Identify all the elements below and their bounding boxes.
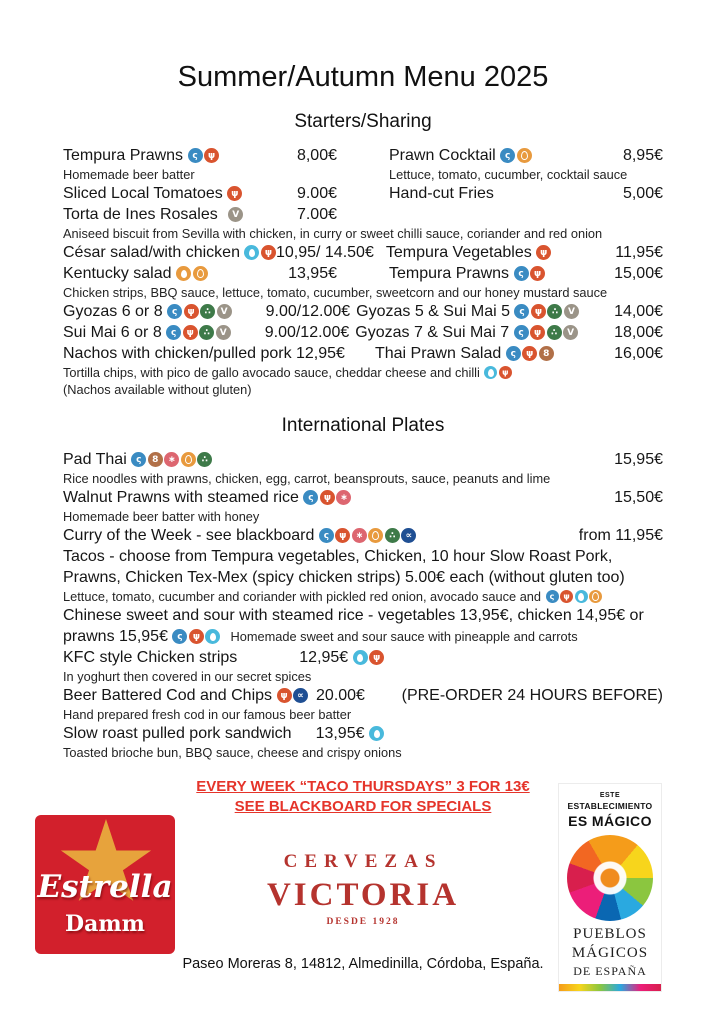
menu-row	[63, 567, 663, 588]
allergen-sesame-icon: ∴	[200, 304, 215, 319]
section-title-international: International Plates	[281, 415, 445, 436]
menu-item-price: 8,95€	[622, 147, 663, 164]
magico-text-este: ESTE	[599, 792, 621, 799]
menu-item-price: 11,95€	[615, 244, 663, 261]
pinwheel-flower-icon	[567, 835, 653, 921]
menu-col-left	[63, 263, 365, 284]
allergen-crustacean-icon: ς	[514, 325, 529, 340]
menu-item-desc: Homemade beer batter with honey	[63, 509, 260, 524]
menu-row	[63, 744, 663, 761]
menu-col-right	[365, 145, 663, 166]
menu-item-name: prawns 15,95€	[63, 628, 168, 645]
menu-item-name: Tempura Prawns	[389, 265, 510, 282]
allergen-sesame-icon: ∴	[547, 304, 562, 319]
menu-item-price: 18,00€	[614, 324, 663, 341]
allergen-sesame-icon: ∴	[547, 325, 562, 340]
menu-item-name: Beer Battered Cod and Chips	[63, 687, 273, 704]
promo-line-2: SEE BLACKBOARD FOR SPECIALS	[234, 798, 492, 815]
drop-outline-glyph	[185, 455, 192, 464]
allergen-gluten-icon: ψ	[536, 245, 551, 260]
allergen-mustard-icon	[193, 266, 208, 281]
menu-row	[63, 508, 663, 525]
menu-row	[63, 626, 663, 647]
allergen-peanut-icon: 8	[539, 346, 554, 361]
allergen-mustard-icon	[589, 590, 602, 603]
allergen-icons	[512, 325, 578, 340]
menu-item-price: 15,50€	[614, 489, 663, 506]
allergen-soy-icon: V	[228, 207, 243, 222]
spacer	[237, 657, 299, 658]
drop-outline-glyph	[592, 592, 599, 601]
allergen-milk-icon	[244, 245, 259, 260]
menu-item-desc: Homemade sweet and sour sauce with pineapple and carrots	[230, 629, 578, 644]
allergen-nuts-icon: ∗	[352, 528, 367, 543]
menu-row	[63, 364, 663, 381]
drop-glyph	[357, 654, 363, 662]
allergen-icons	[499, 148, 532, 163]
menu-row	[63, 685, 663, 706]
allergen-crustacean-icon: ς	[172, 629, 187, 644]
menu-row	[63, 449, 663, 470]
menu-row	[63, 723, 663, 744]
estrella-damm-logo	[35, 815, 175, 954]
menu-item-price: 5,00€	[622, 185, 663, 202]
menu-item-desc: Aniseed biscuit from Sevilla with chicken, in curry or sweet chilli sauce, coriander and red onion	[63, 226, 603, 241]
menu-row	[63, 343, 663, 364]
allergen-milk-icon	[575, 590, 588, 603]
allergen-icons	[186, 148, 219, 163]
drop-glyph	[488, 369, 494, 377]
allergen-crustacean-icon: ς	[131, 452, 146, 467]
menu-row	[63, 647, 663, 668]
menu-item-desc: Homemade beer batter	[63, 167, 195, 182]
promo-line-1: EVERY WEEK “TACO THURSDAYS” 3 FOR 13€	[196, 778, 530, 795]
menu-item-name: Slow roast pulled pork sandwich	[63, 725, 292, 742]
allergen-sesame-icon: ∴	[197, 452, 212, 467]
menu-row	[63, 668, 663, 685]
menu-row	[63, 588, 663, 605]
menu-row	[63, 166, 663, 183]
menu-item-price: 15,00€	[614, 265, 663, 282]
magico-text-de-espana: DE ESPAÑA	[573, 964, 647, 978]
menu-row	[63, 301, 663, 322]
estrella-logo-sub: Damm	[65, 911, 145, 937]
menu-row	[63, 525, 663, 546]
allergen-icons	[243, 245, 276, 260]
menu-item-name: Torta de Ines Rosales	[63, 206, 218, 223]
spacer	[231, 332, 265, 333]
allergen-gluten-icon: ψ	[369, 650, 384, 665]
magico-text-establecimiento: ESTABLECIMIENTO	[567, 801, 653, 811]
allergen-icons	[175, 266, 208, 281]
allergen-sesame-icon: ∴	[385, 528, 400, 543]
menu-col-right	[365, 166, 663, 183]
menu-item-name: Sui Mai 6 or 8	[63, 324, 162, 341]
drop-outline-glyph	[521, 151, 528, 160]
spacer	[220, 636, 230, 637]
footer-address: Paseo Moreras 8, 14812, Almedinilla, Córdoba, España.	[182, 956, 544, 972]
allergen-fish-icon: ∝	[293, 688, 308, 703]
allergen-soy-icon: V	[217, 304, 232, 319]
allergen-icons	[171, 629, 221, 644]
menu-item-name: (PRE-ORDER 24 HOURS BEFORE)	[401, 687, 663, 704]
allergen-gluten-icon: ψ	[530, 325, 545, 340]
menu-item-name: Pad Thai	[63, 451, 127, 468]
spacer	[292, 733, 316, 734]
menu-row	[63, 145, 663, 166]
menu-item-name: Chinese sweet and sour with steamed rice - vegetables 13,95€, chicken 14,95€ or	[63, 607, 644, 624]
menu-row	[63, 487, 663, 508]
section-title-starters: Starters/Sharing	[294, 111, 432, 132]
menu-item-price: from 11,95€	[578, 527, 663, 544]
allergen-gluten-icon: ψ	[184, 304, 199, 319]
menu-col-left	[63, 204, 365, 225]
menu-item-name: César salad/with chicken	[63, 244, 240, 261]
drop-outline-glyph	[372, 531, 379, 540]
victoria-logo-main: VICTORIA	[266, 877, 460, 913]
allergen-gluten-icon: ψ	[183, 325, 198, 340]
allergen-soy-icon: V	[564, 304, 579, 319]
allergen-gluten-icon: ψ	[530, 266, 545, 281]
menu-item-name: Sliced Local Tomatoes	[63, 185, 223, 202]
allergen-sesame-icon: ∴	[199, 325, 214, 340]
menu-item-name: Tempura Vegetables	[385, 244, 532, 261]
menu-row	[63, 225, 663, 242]
allergen-soy-icon: V	[216, 325, 231, 340]
menu-item-name: Curry of the Week - see blackboard	[63, 527, 315, 544]
allergen-icons	[166, 304, 232, 319]
allergen-crustacean-icon: ς	[188, 148, 203, 163]
menu-item-price: 20.00€	[316, 687, 365, 704]
allergen-icons	[544, 590, 602, 603]
menu-row	[63, 263, 663, 284]
menu-item-name: KFC style Chicken strips	[63, 649, 238, 666]
allergen-gluten-icon: ψ	[560, 590, 573, 603]
allergen-gluten-icon: ψ	[204, 148, 219, 163]
menu-item-price: 10,95/ 14.50€	[275, 244, 374, 261]
menu-item-desc: Hand prepared fresh cod in our famous beer batter	[63, 707, 352, 722]
allergen-crustacean-icon: ς	[166, 325, 181, 340]
menu-row	[63, 381, 663, 398]
menu-item-name: Hand-cut Fries	[389, 185, 494, 202]
spacer	[232, 311, 266, 312]
allergen-icons	[351, 650, 384, 665]
allergen-icons	[317, 528, 416, 543]
allergen-nuts-icon: ∗	[164, 452, 179, 467]
menu-item-desc: Lettuce, tomato, cucumber and coriander with pickled red onion, avocado sauce and	[63, 589, 542, 604]
menu-item-price: 15,95€	[614, 451, 663, 468]
allergen-milk-icon	[484, 366, 497, 379]
menu-item-price: 9.00€	[296, 185, 337, 202]
menu-sections	[63, 110, 663, 761]
allergen-mustard-icon	[368, 528, 383, 543]
allergen-crustacean-icon: ς	[319, 528, 334, 543]
allergen-icons	[165, 325, 231, 340]
menu-item-price: 12,95€	[299, 649, 349, 666]
allergen-gluten-icon: ψ	[531, 304, 546, 319]
allergen-crustacean-icon: ς	[514, 304, 529, 319]
allergen-icons	[302, 490, 352, 505]
menu-item-desc: Chicken strips, BBQ sauce, lettuce, tomato, cucumber, sweetcorn and our honey mustard sauce	[63, 285, 608, 300]
menu-item-name: Nachos with chicken/pulled pork 12,95€	[63, 345, 345, 362]
drop-glyph	[578, 593, 584, 601]
menu-col-right	[365, 263, 663, 284]
menu-row	[63, 470, 663, 487]
spacer	[345, 353, 375, 354]
menu-item-price: 9.00/12.00€	[265, 303, 351, 320]
allergen-fish-icon: ∝	[401, 528, 416, 543]
menu-item-desc: (Nachos available without gluten)	[63, 382, 252, 397]
allergen-crustacean-icon: ς	[167, 304, 182, 319]
allergen-milk-icon	[205, 629, 220, 644]
allergen-icons	[512, 266, 545, 281]
spacer	[218, 214, 224, 215]
menu-row	[63, 605, 663, 626]
menu-item-price: 13,95€	[315, 725, 365, 742]
menu-item-name: Tacos - choose from Tempura vegetables, Chicken, 10 hour Slow Roast Pork,	[63, 548, 613, 565]
allergen-icons	[368, 726, 385, 741]
menu-col-left	[63, 145, 365, 166]
magico-text-pueblos: PUEBLOS	[573, 926, 647, 942]
allergen-icons	[504, 346, 554, 361]
allergen-nuts-icon: ∗	[336, 490, 351, 505]
allergen-crustacean-icon: ς	[506, 346, 521, 361]
menu-item-name: Prawns, Chicken Tex-Mex (spicy chicken strips) 5.00€ each (without gluten too)	[63, 569, 625, 586]
menu-item-desc: In yoghurt then covered in our secret spices	[63, 669, 312, 684]
menu-item-name: Thai Prawn Salad	[374, 345, 502, 362]
allergen-gluten-icon: ψ	[227, 186, 242, 201]
menu-item-price: 13,95€	[288, 265, 337, 282]
menu-row	[63, 546, 663, 567]
menu-item-desc: Toasted brioche bun, BBQ sauce, cheese and crispy onions	[63, 745, 402, 760]
allergen-icons	[226, 186, 243, 201]
menu-item-price: 8,00€	[296, 147, 337, 164]
drop-glyph	[210, 633, 216, 641]
menu-item-name: Kentucky salad	[63, 265, 172, 282]
menu-row	[63, 183, 663, 204]
victoria-logo-top: CERVEZAS	[283, 851, 443, 872]
allergen-peanut-icon: 8	[148, 452, 163, 467]
allergen-mustard-icon	[181, 452, 196, 467]
allergen-crustacean-icon: ς	[546, 590, 559, 603]
rainbow-strip	[559, 984, 661, 991]
drop-outline-glyph	[197, 269, 204, 278]
menu-row	[63, 242, 663, 263]
spacer	[308, 695, 316, 696]
allergen-gluten-icon: ψ	[261, 245, 276, 260]
menu-item-name: Gyozas 5 & Sui Mai 5	[356, 303, 510, 320]
allergen-mustard-icon	[517, 148, 532, 163]
menu-item-name: Gyozas 6 or 8	[63, 303, 163, 320]
menu-item-name: Tempura Prawns	[63, 147, 184, 164]
allergen-crustacean-icon: ς	[500, 148, 515, 163]
allergen-crustacean-icon: ς	[303, 490, 318, 505]
cervezas-victoria-logo	[243, 850, 483, 928]
menu-item-price: 16,00€	[614, 345, 663, 362]
allergen-gluten-icon: ψ	[499, 366, 512, 379]
menu-col-left	[63, 183, 365, 204]
allergen-milk-icon	[353, 650, 368, 665]
allergen-egg-icon	[176, 266, 191, 281]
menu-col-right	[365, 183, 663, 204]
allergen-gluten-icon: ψ	[320, 490, 335, 505]
spacer	[374, 252, 386, 253]
drop-glyph	[181, 270, 187, 278]
allergen-milk-icon	[369, 726, 384, 741]
page-title: Summer/Autumn Menu 2025	[177, 61, 549, 93]
menu-row	[63, 322, 663, 343]
allergen-icons	[227, 207, 244, 222]
allergen-crustacean-icon: ς	[514, 266, 529, 281]
menu-item-name: Gyozas 7 & Sui Mai 7	[355, 324, 510, 341]
estrella-logo-name: Estrella	[37, 869, 173, 905]
menu-item-price: 9.00/12.00€	[264, 324, 350, 341]
allergen-icons	[535, 245, 552, 260]
allergen-icons	[275, 688, 308, 703]
menu-item-name: Walnut Prawns with steamed rice	[63, 489, 299, 506]
magico-text-magicos: MÁGICOS	[571, 945, 649, 961]
menu-row	[63, 284, 663, 301]
menu-item-desc: Tortilla chips, with pico de gallo avocado sauce, cheddar cheese and chilli	[63, 365, 480, 380]
allergen-gluten-icon: ψ	[189, 629, 204, 644]
menu-item-price: 14,00€	[614, 303, 663, 320]
allergen-icons	[513, 304, 579, 319]
allergen-gluten-icon: ψ	[335, 528, 350, 543]
allergen-gluten-icon: ψ	[277, 688, 292, 703]
allergen-soy-icon: V	[563, 325, 578, 340]
allergen-icons	[483, 366, 512, 379]
allergen-gluten-icon: ψ	[522, 346, 537, 361]
drop-glyph	[374, 730, 380, 738]
menu-item-desc: Rice noodles with prawns, chicken, egg, carrot, beansprouts, sauce, peanuts and lime	[63, 471, 551, 486]
menu-row	[63, 706, 663, 723]
menu-col-left	[63, 166, 365, 183]
menu-item-name: Prawn Cocktail	[389, 147, 496, 164]
victoria-logo-sub: DESDE 1928	[326, 917, 400, 927]
menu-row	[63, 204, 663, 225]
magico-text-es-magico: ES MÁGICO	[568, 813, 652, 829]
allergen-icons	[130, 452, 213, 467]
menu-item-desc: Lettuce, tomato, cucumber, cocktail sauce	[389, 167, 628, 182]
menu-item-price: 7.00€	[296, 206, 337, 223]
drop-glyph	[249, 249, 255, 257]
